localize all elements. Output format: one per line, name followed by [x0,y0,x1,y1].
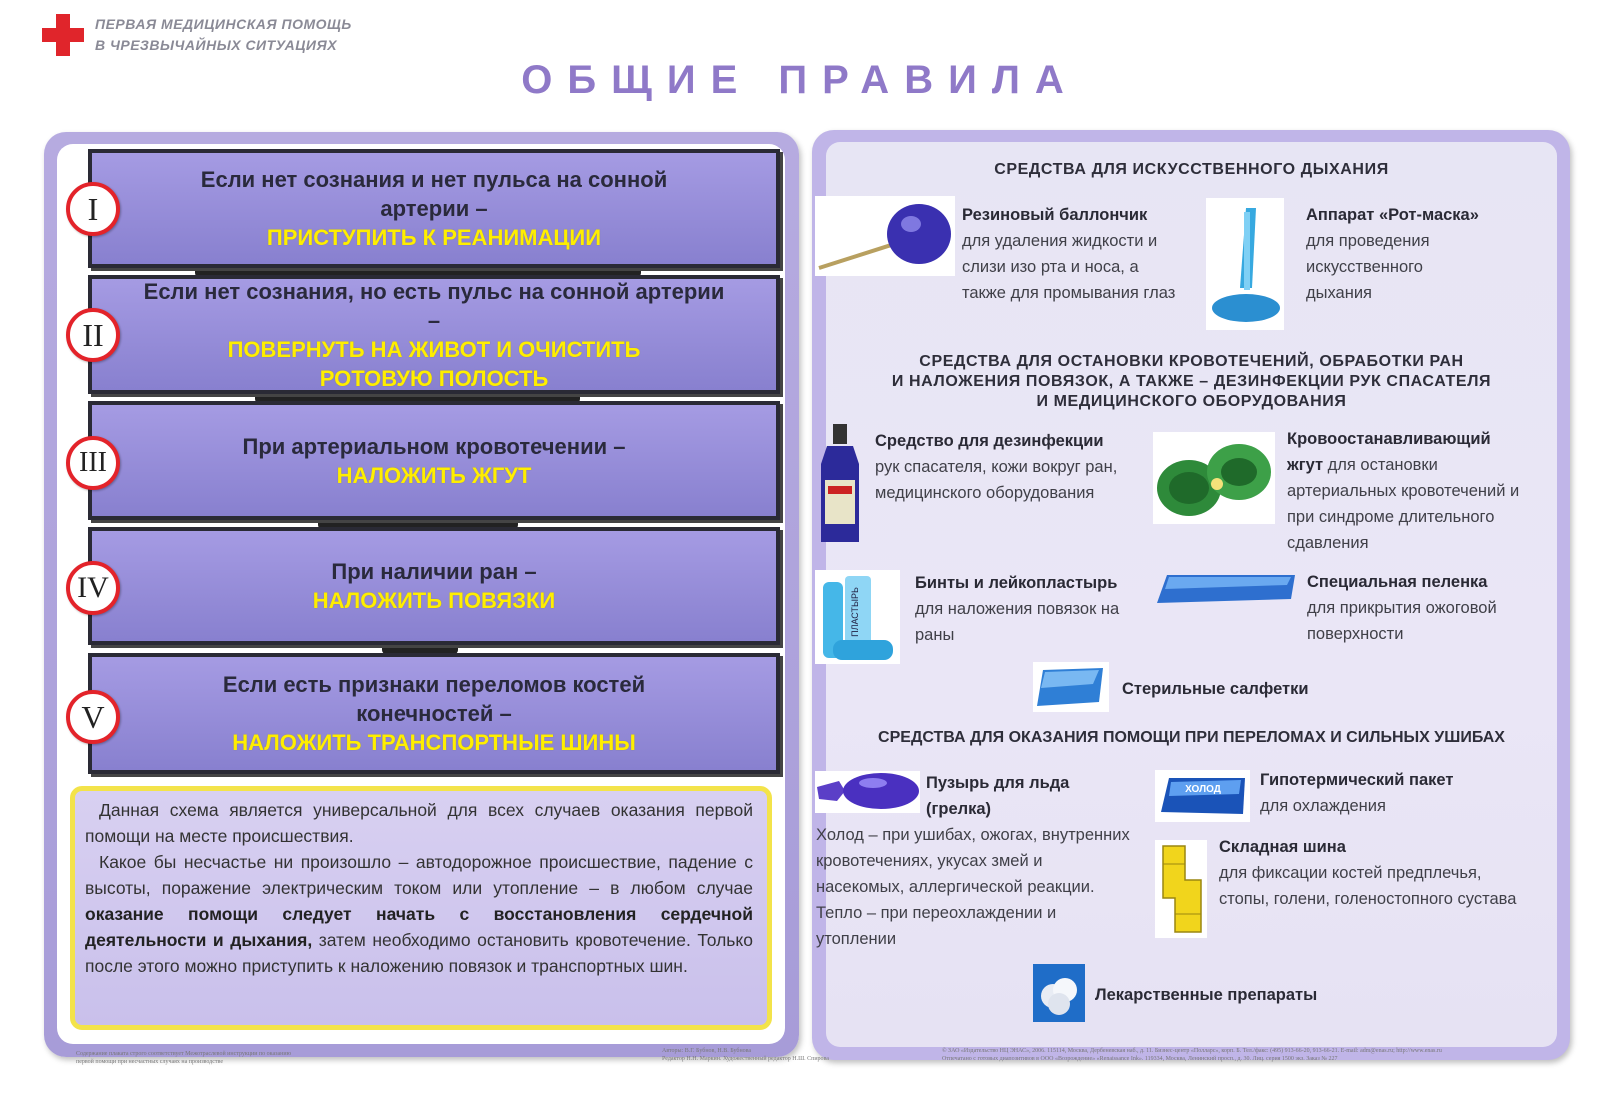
rule-numeral-2: II [66,308,120,362]
rule-action: НАЛОЖИТЬ ПОВЯЗКИ [312,588,556,613]
item-cold-pack [1260,767,1520,819]
bandages-plaster-icon [815,570,900,664]
rule-condition: Если нет сознания, но есть пульс на сонной артерии – [143,278,725,333]
item-tourniquet [1287,426,1527,556]
rule-numeral-4: IV [66,561,120,615]
item-title: Кровоостанавливающий жгут [1287,430,1491,474]
red-cross-icon [42,14,84,56]
rule-4 [88,527,780,645]
item-description: для остановки артериальных кровотечений и при синдроме длительного сдавления [1287,456,1520,552]
item-description: для фиксации костей предплечья, стопы, голени, голеностопного сустава [1219,864,1517,908]
rule-condition: При артериальном кровотечении – [242,433,626,459]
page-title: ОБЩИЕ ПРАВИЛА [521,58,1079,102]
universal-scheme-note [70,786,772,1030]
plaster-label: ПЛАСТЫРЬ [850,587,860,637]
item-title: Специальная пеленка [1307,573,1488,591]
cold-pack-label: ХОЛОД [1185,784,1221,795]
rule-numeral-5: V [66,690,120,744]
footer-publisher [942,1047,1542,1063]
footer-authors [662,1047,902,1063]
item-title: Складная шина [1219,838,1346,856]
item-title: Аппарат «Рот-маска» [1306,206,1479,224]
medicines-icon [1033,964,1085,1022]
rule-numeral-3: III [66,436,120,490]
rule-action: ПРИСТУПИТЬ К РЕАНИМАЦИИ [266,225,602,250]
section-bleeding-title [826,352,1557,412]
item-description: для прикрытия ожоговой поверхности [1307,599,1497,643]
note-text: Какое бы несчастье ни произошло – автодорожное происшествие, падение с высоты, поражение электрическим током или утопление – в любом случае [85,852,753,898]
rule-numeral-1: I [66,182,120,236]
footer-left: Содержание плаката строго соответствует Межотраслевой инструкции по оказанию первой помощи при несчастных случаях на производстве [76,1051,292,1065]
section-breathing-title: СРЕДСТВА ДЛЯ ИСКУССТВЕННОГО ДЫХАНИЯ [994,161,1389,178]
footer-line: © ЗАО «Издательство НЦ ЭНАС», 2006. 115114, Москва, Дербеневская наб., д. 11. Бизнес-центр «Полларс», корп. Б. Тел./факс: (495) 913-66-20, 913-66-21. E-mail: adm@enas.ru; http://www.enas.ru [942,1048,1442,1054]
folding-splint-icon [1155,840,1207,938]
section-line: И НАЛОЖЕНИЯ ПОВЯЗОК, А ТАКЖЕ – ДЕЗИНФЕКЦИИ РУК СПАСАТЕЛЯ [891,373,1492,390]
rule-action: НАЛОЖИТЬ ЖГУТ [336,462,532,488]
item-description: для проведения искусственного дыхания [1306,232,1430,302]
footer-line: Отпечатано с готовых диапозитивов в ООО «Возрождение» «Renaissance Ink». 119334, Москва, Ленинский просп., д. 30. Лиц. серия 1500 экз. Заказ № 227 [942,1056,1338,1062]
mouth-mask-device-icon [1206,198,1284,330]
cold-pack-icon [1155,770,1250,822]
rule-condition: Если нет сознания и нет пульса на сонной артерии – [200,167,668,221]
rubber-bulb-icon [815,196,955,276]
item-rubber-bulb [962,202,1187,306]
sterile-wipes-icon [1033,662,1109,712]
item-disinfectant [875,428,1130,506]
item-medicines [1095,982,1355,1008]
item-description: Холод – при ушибах, ожогах, внутренних кровотечениях, укусах змей и насекомых, аллергической реакции. Тепло – при переохлаждении и утоплении [816,826,1130,948]
item-mouth-mask [1306,202,1536,306]
item-title: Средство для дезинфекции [875,432,1104,450]
brand-subtitle [95,14,352,56]
item-description: для наложения повязок на раны [915,600,1120,644]
burn-sheet-icon [1155,571,1300,607]
section-line: И МЕДИЦИНСКОГО ОБОРУДОВАНИЯ [1036,393,1347,410]
note-paragraph-2 [85,849,753,979]
rule-2 [88,275,780,394]
disinfectant-bottle-icon [815,424,865,548]
tourniquet-icon [1153,432,1275,524]
rule-3 [88,401,780,520]
rule-action: НАЛОЖИТЬ ТРАНСПОРТНЫЕ ШИНЫ [232,730,636,755]
item-description: рук спасателя, кожи вокруг ран, медицинского оборудования [875,458,1118,502]
item-ice-bag [816,770,1131,952]
note-paragraph-1: Данная схема является универсальной для всех случаев оказания первой помощи на месте происшествия. [85,800,753,846]
item-title: Гипотермический пакет [1260,771,1454,789]
item-description: для удаления жидкости и слизи изо рта и носа, а также для промывания глаз [962,232,1176,302]
item-description: для охлаждения [1260,797,1386,815]
footer-line: Авторы: В.Г. Бубнов, Н.В. Бубнова [662,1048,752,1054]
item-folding-splint [1219,834,1529,912]
item-burn-sheet [1307,569,1532,647]
item-title: Стерильные салфетки [1122,680,1309,698]
item-bandages [915,570,1140,648]
item-title: Лекарственные препараты [1095,986,1318,1004]
rule-5 [88,653,780,774]
brand-line-2: В ЧРЕЗВЫЧАЙНЫХ СИТУАЦИЯХ [95,37,338,53]
footer-line: Редактор Н.Н. Маркин. Художественный редактор Н.Ш. Спирова [662,1056,829,1062]
section-line: СРЕДСТВА ДЛЯ ОСТАНОВКИ КРОВОТЕЧЕНИЙ, ОБРАБОТКИ РАН [919,353,1464,370]
rule-1 [88,149,780,268]
note-emphasis: оказание помощи следует начать с восстановления сердечной деятельности и дыхания, [85,904,753,950]
rule-action: ПОВЕРНУТЬ НА ЖИВОТ И ОЧИСТИТЬ РОТОВУЮ ПОЛОСТЬ [227,336,641,391]
rule-condition: При наличии ран – [331,559,537,584]
note-text: затем необходимо остановить кровотечение. Только после этого можно приступить к наложению повязок и транспортных шин. [85,930,753,976]
rule-condition: Если есть признаки переломов костей конечностей – [222,672,646,726]
section-fractures-title: СРЕДСТВА ДЛЯ ОКАЗАНИЯ ПОМОЩИ ПРИ ПЕРЕЛОМАХ И СИЛЬНЫХ УШИБАХ [878,729,1505,746]
item-title: Резиновый баллончик [962,206,1148,224]
item-title: Пузырь для льда (грелка) [926,774,1070,818]
brand-line-1: ПЕРВАЯ МЕДИЦИНСКАЯ ПОМОЩЬ [95,16,352,32]
item-sterile-wipes [1122,676,1362,702]
item-title: Бинты и лейкопластырь [915,574,1118,592]
